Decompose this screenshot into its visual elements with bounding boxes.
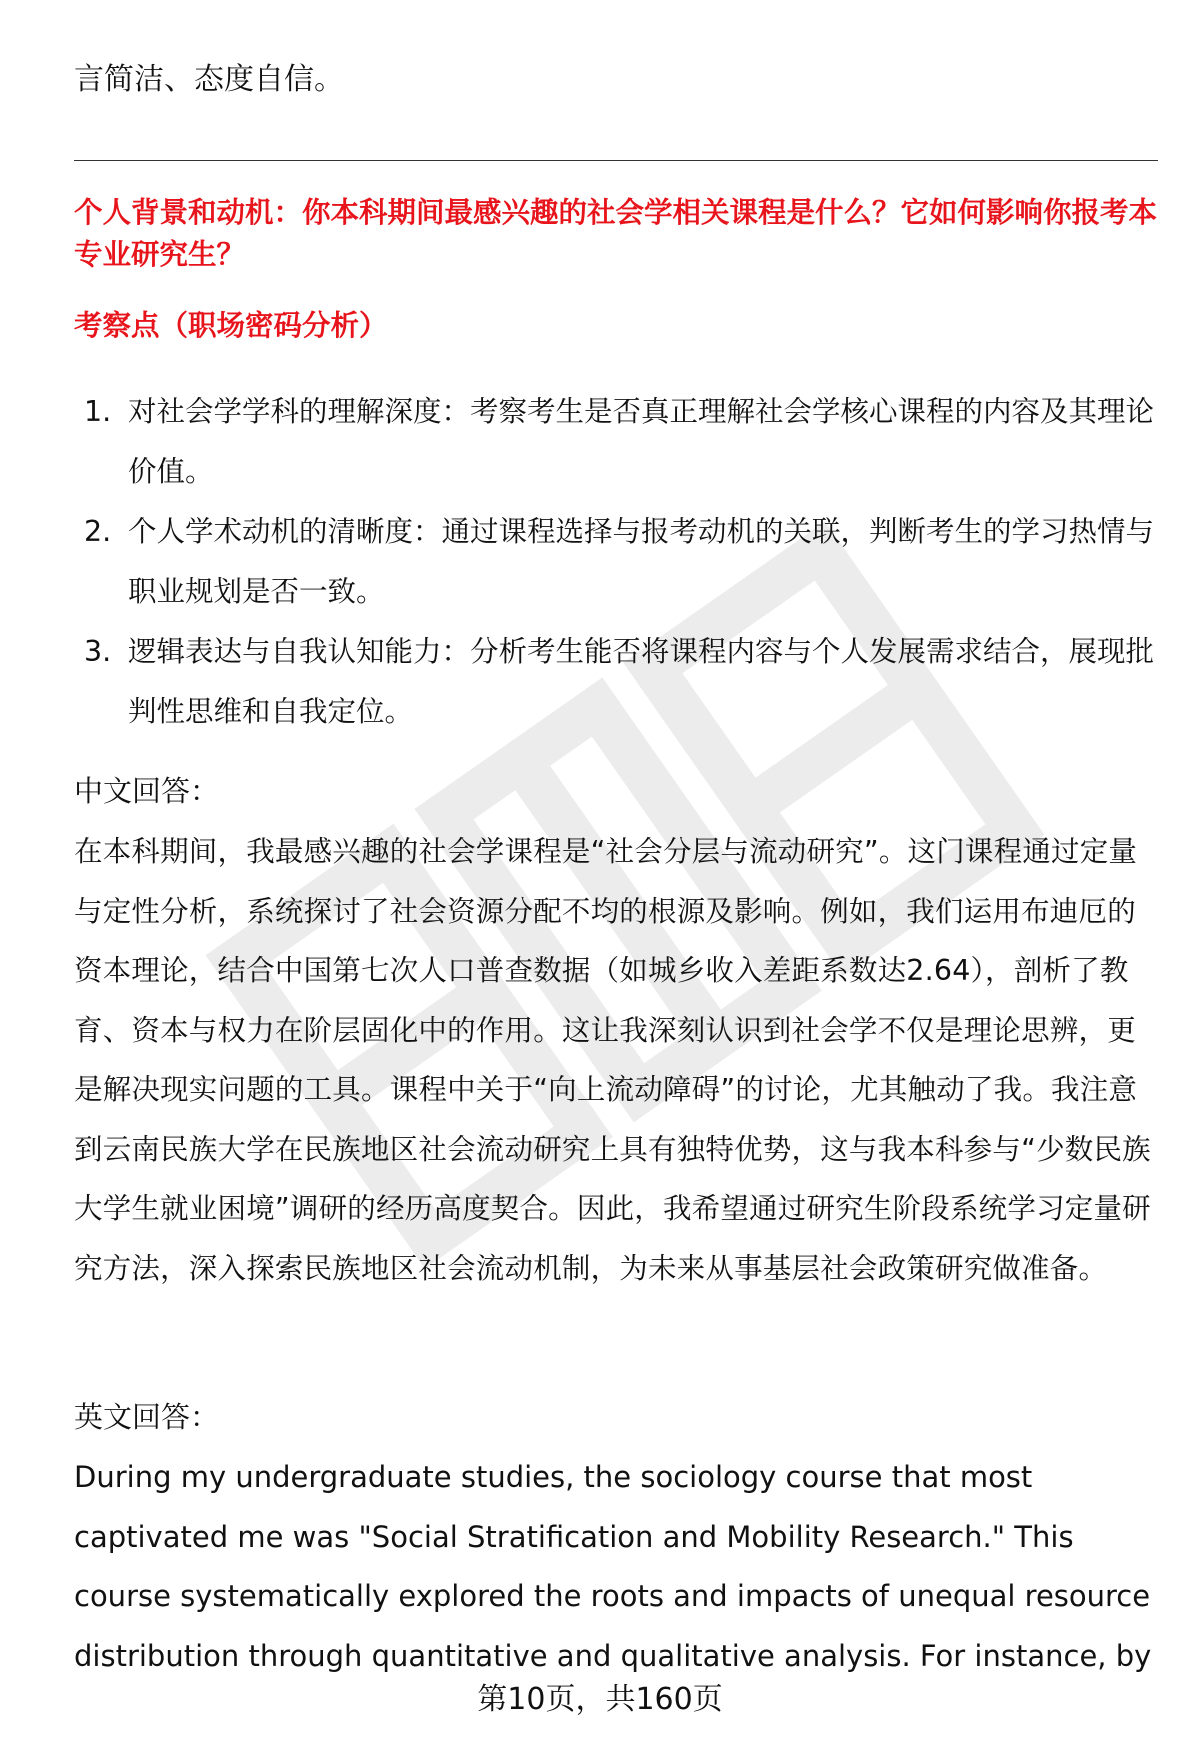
chinese-answer-label: 中文回答： xyxy=(74,774,220,808)
analysis-points-list xyxy=(74,382,1158,742)
section-divider xyxy=(74,160,1158,161)
point-number: 2. xyxy=(84,515,112,548)
analysis-point xyxy=(74,622,1158,742)
interview-question: 个人背景和动机：你本科期间最感兴趣的社会学相关课程是什么？它如何影响你报考本专业研究生？ xyxy=(74,196,1158,271)
point-text: 对社会学学科的理解深度：考察考生是否真正理解社会学核心课程的内容及其理论价值。 xyxy=(128,395,1155,488)
point-text: 个人学术动机的清晰度：通过课程选择与报考动机的关联，判断考生的学习热情与职业规划是否一致。 xyxy=(128,515,1155,608)
chinese-answer-text: 在本科期间，我最感兴趣的社会学课程是“社会分层与流动研究”。这门课程通过定量与定性分析，系统探讨了社会资源分配不均的根源及影响。例如，我们运用布迪厄的资本理论，结合中国第七次人口普查数据（如城乡收入差距系数达2.64），剖析了教育、资本与权力在阶层固化中的作用。这让我深刻认识到社会学不仅是理论思辨，更是解决现实问题的工具。课程中关于“向上流动障碍”的讨论，尤其触动了我。我注意到云南民族大学在民族地区社会流动研究上具有独特优势，这与我本科参与“少数民族大学生就业困境”调研的经历高度契合。因此，我希望通过研究生阶段系统学习定量研究方法，深入探索民族地区社会流动机制，为未来从事基层社会政策研究做准备。 xyxy=(74,835,1151,1285)
point-number: 3. xyxy=(84,635,112,668)
page-number-footer: 第10页，共160页 xyxy=(477,1682,723,1717)
continued-text-fragment: 言简洁、态度自信。 xyxy=(74,62,344,97)
analysis-point xyxy=(74,502,1158,622)
point-text: 逻辑表达与自我认知能力：分析考生能否将课程内容与个人发展需求结合，展现批判性思维和自我定位。 xyxy=(128,635,1155,728)
point-number: 1. xyxy=(84,395,112,428)
analysis-heading: 考察点（职场密码分析） xyxy=(74,309,388,342)
english-answer-label: 英文回答： xyxy=(74,1400,220,1434)
analysis-point xyxy=(74,382,1158,502)
english-answer-text: During my undergraduate studies, the sociology course that most captivated me was "Social Stratification and Mobility Research." This course systematically explored the roots and impacts of unequal resource distribution through quantitative and qualitative analysis. For instance, by xyxy=(74,1460,1152,1673)
